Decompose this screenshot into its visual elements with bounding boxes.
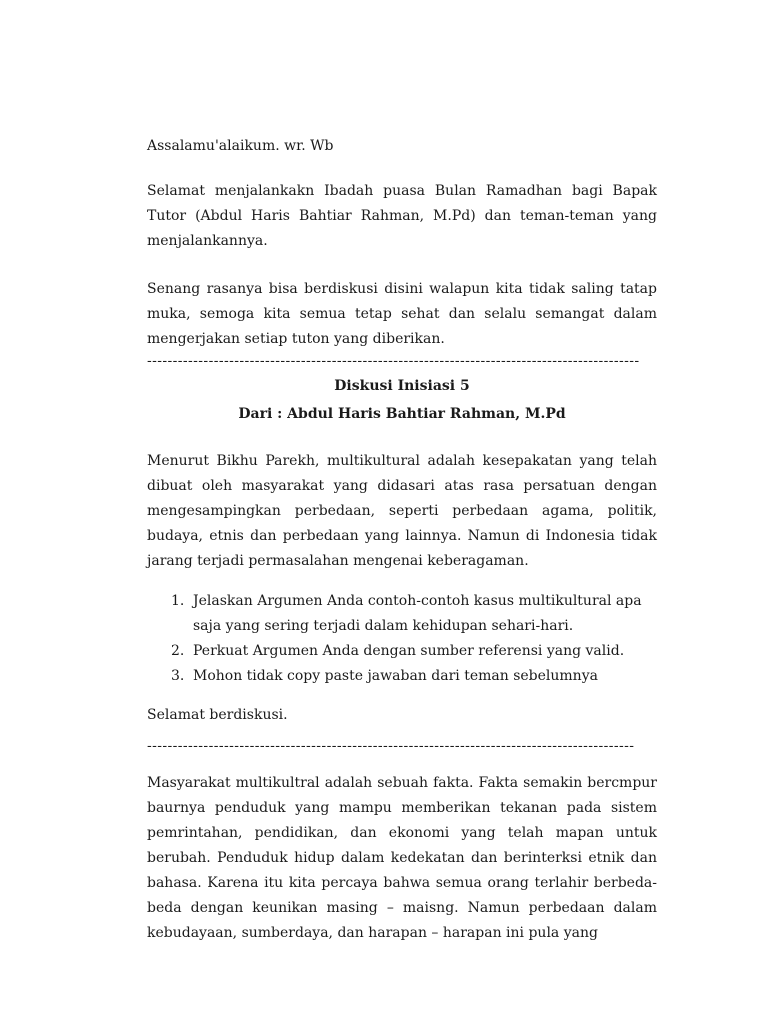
question-item: [147, 639, 657, 664]
greeting-text: Assalamu'alaikum. wr. Wb: [147, 138, 334, 154]
discussion-author: Dari : Abdul Haris Bahtiar Rahman, M.Pd: [238, 406, 566, 422]
question-number: 2.: [171, 643, 185, 659]
question-text: Jelaskan Argumen Anda contoh-contoh kasus multikultural apa saja yang sering terjadi dalam kehidupan sehari-hari.: [193, 593, 642, 634]
dashed-divider-2: -----------------------------------------------------------------------------------------------: [147, 738, 635, 754]
document-body: [147, 134, 657, 946]
question-text: Perkuat Argumen Anda dengan sumber referensi yang valid.: [193, 643, 625, 659]
opening-paragraph: Selamat menjalankakn Ibadah puasa Bulan Ramadhan bagi Bapak Tutor (Abdul Haris Bahtiar Rahman, M.Pd) dan teman-teman yang menjalankannya.: [147, 183, 657, 249]
discussion-title: Diskusi Inisiasi 5: [334, 378, 470, 394]
question-number: 3.: [171, 668, 185, 684]
intro-paragraph: Menurut Bikhu Parekh, multikultural adalah kesepakatan yang telah dibuat oleh masyarakat yang didasari atas rasa persatuan dengan mengesampingkan perbedaan, seperti perbedaan agama, politik, budaya, etnis dan perbedaan yang lainnya. Namun di Indonesia tidak jarang terjadi permasalahan mengenai keberagaman.: [147, 453, 657, 569]
question-item: [147, 589, 657, 639]
closing-text: Selamat berdiskusi.: [147, 707, 288, 723]
question-number: 1.: [171, 593, 185, 609]
question-list: [147, 589, 657, 689]
second-paragraph: Senang rasanya bisa berdiskusi disini walapun kita tidak saling tatap muka, semoga kita semua tetap sehat dan selalu semangat dalam mengerjakan setiap tuton yang diberikan.: [147, 281, 657, 347]
question-text: Mohon tidak copy paste jawaban dari teman sebelumnya: [193, 668, 598, 684]
answer-paragraph: Masyarakat multikultral adalah sebuah fakta. Fakta semakin bercmpur baurnya penduduk yang mampu memberikan tekanan pada sistem pemrintahan, pendidikan, dan ekonomi yang telah mapan untuk berubah. Penduduk hidup dalam kedekatan dan berinterksi etnik dan bahasa. Karena itu kita percaya bahwa semua orang terlahir berbeda-beda dengan keunikan masing – maisng. Namun perbedaan dalam kebudayaan, sumberdaya, dan harapan – harapan ini pula yang: [147, 775, 657, 941]
question-item: [147, 664, 657, 689]
dashed-divider: ------------------------------------------------------------------------------------------------: [147, 353, 640, 369]
